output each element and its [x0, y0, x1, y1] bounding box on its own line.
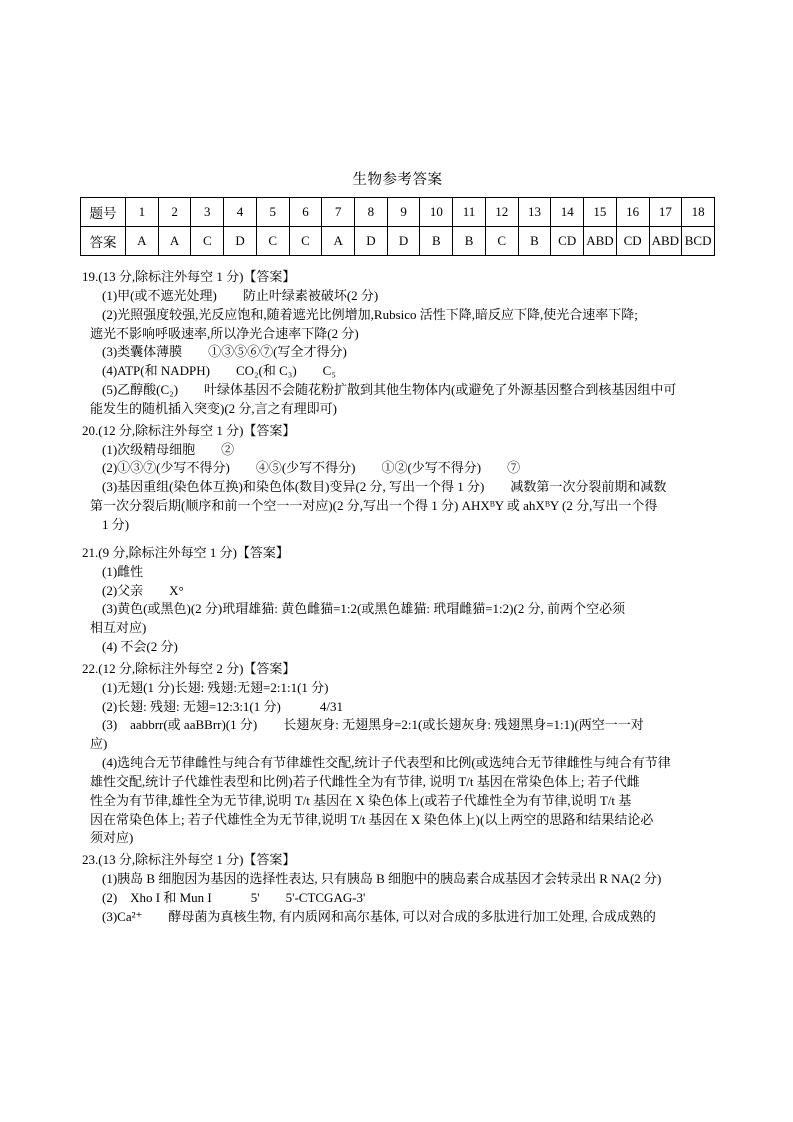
table-cell: 1	[126, 198, 159, 227]
answer-heading: 22.(12 分,除标注外每空 2 分)【答案】	[82, 660, 296, 676]
table-cell: D	[387, 227, 420, 256]
answer-line: 性全为有节律,雄性全为无节律,说明 T/t 基因在 X 染色体上(或若子代雄性全为有节律,说明 T/t 基	[90, 792, 632, 808]
answer-line: 相互对应)	[90, 620, 147, 636]
table-cell: 2	[158, 198, 191, 227]
answer-heading: 19.(13 分,除标注外每空 1 分)【答案】	[82, 269, 296, 284]
table-cell: 11	[453, 198, 486, 227]
answer-line: (2)长翅: 残翅: 无翅=12:3:1(1 分) 4/31	[102, 698, 343, 714]
answer-line: 雄性交配,统计子代雄性表型和比例)若子代雌性全为有节律, 说明 T/t 基因在常染色体上; 若子代雌	[90, 773, 640, 789]
table-cell: B	[420, 227, 453, 256]
answer-line: 应)	[90, 736, 108, 752]
table-cell: D	[224, 227, 257, 256]
answer-line: (4)ATP(和 NADPH) CO₂(和 C₃) C₅	[102, 363, 336, 379]
table-cell: B	[453, 227, 486, 256]
table-cell: A	[158, 227, 191, 256]
answer-line: (3)基因重组(染色体互换)和染色体(数目)变异(2 分, 写出一个得 1 分) 减数第一次分裂前期和减数	[102, 479, 667, 495]
answer-line: (2) Xho I 和 Mun I 5' 5'-CTCGAG-3'	[102, 890, 366, 905]
answer-line: (3) aabbrr(或 aaBBrr)(1 分) 长翅灰身: 无翅黑身=2:1(或长翅灰身: 残翅黑身=1:1)(两空一一对	[102, 717, 644, 733]
table-cell: D	[355, 227, 388, 256]
table-cell: 5	[256, 198, 289, 227]
answer-heading: 23.(13 分,除标注外每空 1 分)【答案】	[82, 852, 296, 868]
table-cell: 4	[224, 198, 257, 227]
answer-line: (1)甲(或不遮光处理) 防止叶绿素被破坏(2 分)	[102, 287, 379, 303]
table-cell: 10	[420, 198, 453, 227]
answer-explanations	[80, 268, 715, 927]
answer-line: 须对应)	[90, 830, 134, 846]
table-cell: CD	[616, 227, 649, 256]
answer-line: 1 分)	[102, 516, 130, 532]
answer-line: 因在常染色体上; 若子代雄性全为无节律,说明 T/t 基因在 X 染色体上)(以上两空的思路和结果结论必	[90, 811, 654, 827]
answer-line: (1)无翅(1 分)长翅: 残翅:无翅=2:1:1(1 分)	[102, 679, 329, 695]
row-label-question: 题号	[81, 198, 126, 227]
table-cell: C	[485, 227, 518, 256]
table-cell: 7	[322, 198, 355, 227]
table-row-answers	[81, 227, 715, 256]
answer-key-table	[80, 197, 715, 256]
page-title: 生物参考答案	[352, 172, 443, 188]
answer-block-20	[80, 422, 715, 535]
answer-line: (2)父亲 X°	[102, 582, 184, 598]
answer-line: 能发生的随机插入突变)(2 分,言之有理即可)	[90, 400, 337, 416]
table-cell: A	[322, 227, 355, 256]
answer-line: 第一次分裂后期(顺序和前一个空一一对应)(2 分,写出一个得 1 分) AHXᴮY 或 ahXᴮY (2 分,写出一个得	[90, 498, 658, 514]
answer-block-19	[80, 268, 715, 419]
table-cell: 13	[518, 198, 551, 227]
table-cell: 15	[584, 198, 617, 227]
table-cell: ABD	[649, 227, 682, 256]
table-cell: B	[518, 227, 551, 256]
table-cell: 6	[289, 198, 322, 227]
answer-line: (2)①③⑦(少写不得分) ④⑤(少写不得分) ①②(少写不得分) ⑦	[102, 460, 521, 476]
answer-line: (4) 不会(2 分)	[102, 639, 178, 655]
table-cell: 8	[355, 198, 388, 227]
answer-heading: 20.(12 分,除标注外每空 1 分)【答案】	[82, 422, 296, 438]
table-cell: 16	[616, 198, 649, 227]
answer-line: 遮光不影响呼吸速率,所以净光合速率下降(2 分)	[90, 325, 359, 341]
answer-line: (1)胰岛 B 细胞因为基因的选择性表达, 只有胰岛 B 细胞中的胰岛素合成基因才会转录出 R NA(2 分)	[102, 871, 662, 887]
answer-line: (1)雌性	[102, 563, 144, 579]
table-cell: 14	[551, 198, 584, 227]
answer-heading: 21.(9 分,除标注外每空 1 分)【答案】	[82, 544, 289, 560]
answer-block-23	[80, 851, 715, 926]
table-row-question-numbers	[81, 198, 715, 227]
table-cell: 9	[387, 198, 420, 227]
answer-block-21	[80, 544, 715, 657]
table-cell: 12	[485, 198, 518, 227]
table-cell: BCD	[682, 227, 715, 256]
table-cell: 17	[649, 198, 682, 227]
answer-line: (5)乙醇酸(C₂) 叶绿体基因不会随花粉扩散到其他生物体内(或避免了外源基因整合到核基因组中可	[102, 382, 677, 398]
table-cell: CD	[551, 227, 584, 256]
table-cell: C	[256, 227, 289, 256]
table-cell: 3	[191, 198, 224, 227]
answer-line: (3)类囊体薄膜 ①③⑤⑥⑦(写全才得分)	[102, 344, 347, 360]
table-cell: C	[191, 227, 224, 256]
answer-line: (1)次级精母细胞 ②	[102, 441, 235, 457]
answer-line: (4)选纯合无节律雌性与纯合有节律雄性交配,统计子代表型和比例(或选纯合无节律雌性与纯合有节律	[102, 755, 671, 771]
table-cell: A	[126, 227, 159, 256]
table-cell: C	[289, 227, 322, 256]
row-label-answer: 答案	[81, 227, 126, 256]
table-cell: ABD	[584, 227, 617, 256]
answer-line: (3)黄色(或黑色)(2 分)玳瑁雄猫: 黄色雌猫=1:2(或黑色雄猫: 玳瑁雌猫=1:2)(2 分, 前两个空必须	[102, 601, 626, 617]
answer-line: (3)Ca²⁺ 酵母菌为真核生物, 有内质网和高尔基体, 可以对合成的多肽进行加工处理, 合成成熟的	[102, 908, 656, 924]
answer-line: (2)光照强度较强,光反应饱和,随着遮光比例增加,Rubsico 活性下降,暗反应下降,使光合速率下降;	[102, 306, 638, 322]
answer-block-22	[80, 660, 715, 848]
table-cell: 18	[682, 198, 715, 227]
